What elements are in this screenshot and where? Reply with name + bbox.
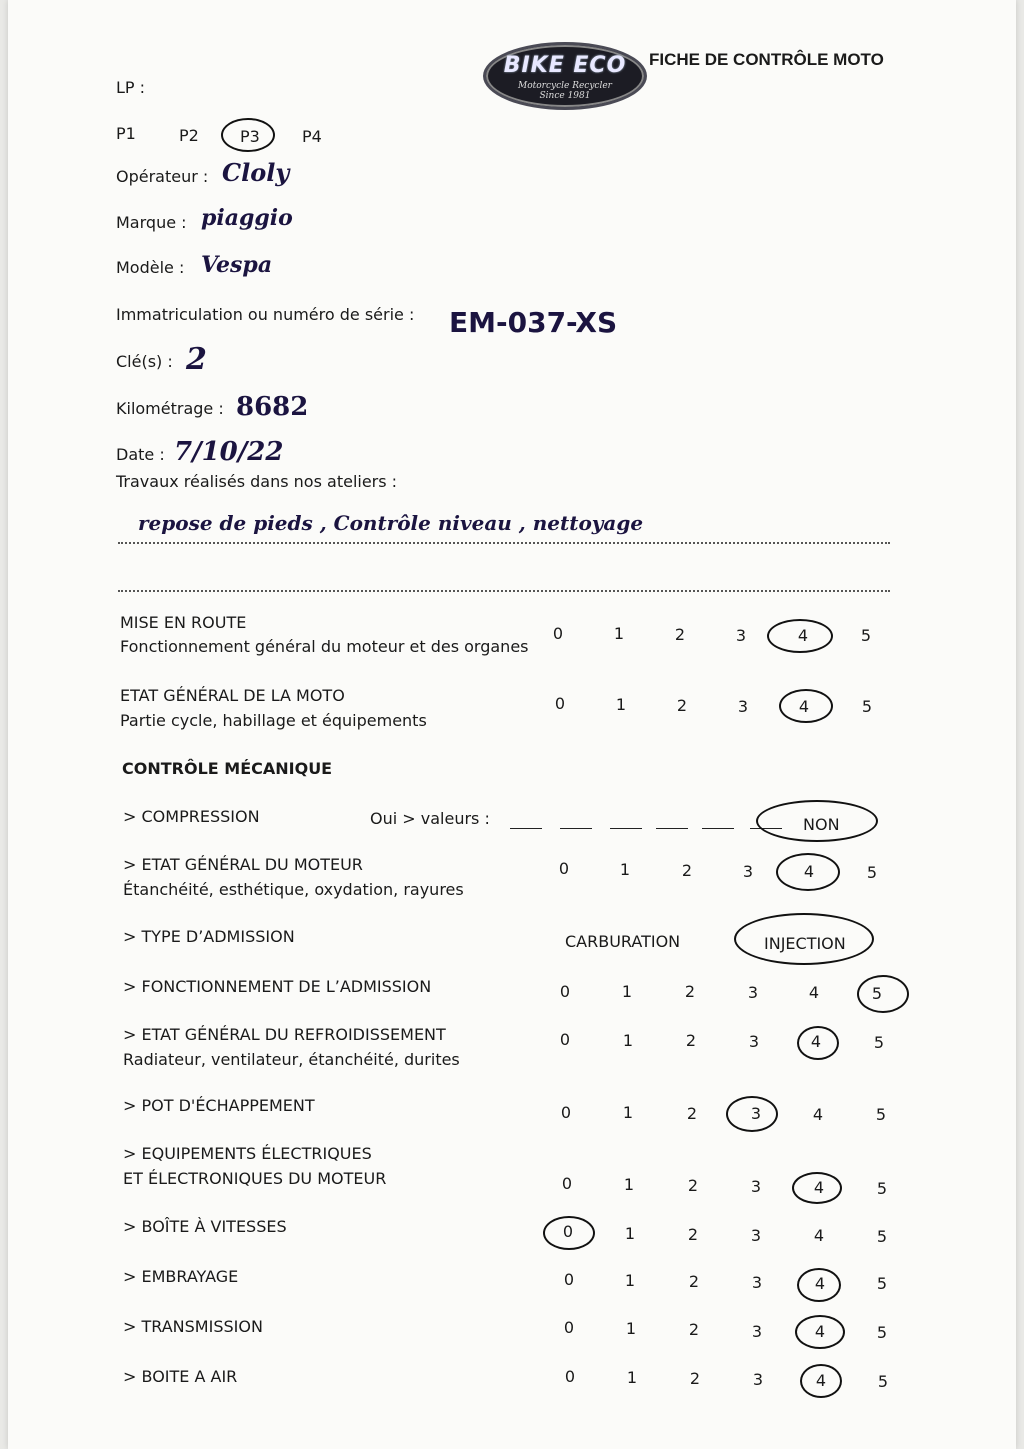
pot-score-4[interactable]: 4 — [812, 1105, 824, 1124]
marque-label: Marque : — [116, 213, 187, 232]
mise-score-2[interactable]: 2 — [674, 625, 686, 644]
pot-score-2[interactable]: 2 — [686, 1104, 698, 1123]
air-score-1[interactable]: 1 — [626, 1368, 638, 1387]
moteur-score-0[interactable]: 0 — [558, 859, 570, 878]
moteur-score-5[interactable]: 5 — [866, 863, 878, 882]
refroid-score-circle — [797, 1026, 839, 1060]
p4-option[interactable]: P4 — [302, 127, 322, 146]
moteur-sub: Étanchéité, esthétique, oxydation, rayures — [123, 880, 464, 899]
elec-score-0[interactable]: 0 — [561, 1174, 573, 1193]
moteur-score-4[interactable]: 4 — [803, 862, 815, 881]
elec-score-5[interactable]: 5 — [876, 1179, 888, 1198]
logo-sub-line-2: Since 1981 — [539, 91, 591, 101]
refroid-score-3[interactable]: 3 — [748, 1032, 760, 1051]
immat-label: Immatriculation ou numéro de série : — [116, 305, 415, 324]
air-score-4[interactable]: 4 — [815, 1371, 827, 1390]
etat-moto-title: ETAT GÉNÉRAL DE LA MOTO — [120, 686, 345, 705]
mise-score-3[interactable]: 3 — [735, 626, 747, 645]
immat-value[interactable]: EM-037-XS — [449, 306, 618, 339]
boite-air-label: > BOITE A AIR — [123, 1367, 238, 1386]
fonct-score-2[interactable]: 2 — [684, 982, 696, 1001]
p3-selection-circle — [221, 118, 275, 152]
compression-non-option[interactable]: NON — [803, 815, 840, 834]
air-score-2[interactable]: 2 — [689, 1369, 701, 1388]
compression-value-1[interactable] — [510, 828, 542, 829]
fonct-score-0[interactable]: 0 — [559, 982, 571, 1001]
refroid-score-0[interactable]: 0 — [559, 1030, 571, 1049]
boite-score-1[interactable]: 1 — [624, 1224, 636, 1243]
lp-label: LP : — [116, 78, 146, 97]
etat-score-1[interactable]: 1 — [615, 695, 627, 714]
admission-injection-option[interactable]: INJECTION — [764, 934, 846, 953]
boite-score-0[interactable]: 0 — [562, 1222, 574, 1241]
mecanique-heading: CONTRÔLE MÉCANIQUE — [122, 759, 333, 778]
fonct-score-circle — [857, 975, 909, 1013]
compression-value-4[interactable] — [656, 828, 688, 829]
embrayage-score-1[interactable]: 1 — [624, 1271, 636, 1290]
elec-score-3[interactable]: 3 — [750, 1177, 762, 1196]
date-value[interactable]: 7/10/22 — [174, 437, 284, 467]
transmission-score-4[interactable]: 4 — [814, 1322, 826, 1341]
logo-sub-text — [486, 81, 644, 101]
p3-option[interactable]: P3 — [240, 127, 260, 146]
compression-value-5[interactable] — [702, 828, 734, 829]
p2-option[interactable]: P2 — [179, 126, 199, 145]
etat-moto-sub: Partie cycle, habillage et équipements — [120, 711, 427, 730]
elec-score-circle — [792, 1172, 842, 1204]
pot-score-5[interactable]: 5 — [875, 1105, 887, 1124]
moteur-score-2[interactable]: 2 — [681, 861, 693, 880]
etat-score-0[interactable]: 0 — [554, 694, 566, 713]
cles-value[interactable]: 2 — [186, 342, 207, 377]
pot-score-circle — [726, 1096, 778, 1132]
date-label: Date : — [116, 445, 165, 464]
bike-eco-logo — [483, 42, 647, 110]
embrayage-score-circle — [797, 1268, 841, 1302]
elec-score-1[interactable]: 1 — [623, 1175, 635, 1194]
etat-score-4[interactable]: 4 — [798, 697, 810, 716]
boite-vitesses-label: > BOÎTE À VITESSES — [123, 1217, 287, 1236]
mise-score-4[interactable]: 4 — [797, 626, 809, 645]
km-label: Kilométrage : — [116, 399, 224, 418]
modele-label: Modèle : — [116, 258, 185, 277]
refroid-sub: Radiateur, ventilateur, étanchéité, durites — [123, 1050, 460, 1069]
travaux-line-2 — [118, 590, 890, 592]
modele-value[interactable]: Vespa — [201, 252, 273, 278]
boite-score-2[interactable]: 2 — [687, 1225, 699, 1244]
refroid-score-4[interactable]: 4 — [810, 1032, 822, 1051]
compression-label: > COMPRESSION — [123, 807, 260, 826]
travaux-label: Travaux réalisés dans nos ateliers : — [116, 472, 398, 491]
refroid-score-1[interactable]: 1 — [622, 1031, 634, 1050]
transmission-score-2[interactable]: 2 — [688, 1320, 700, 1339]
refroid-score-5[interactable]: 5 — [873, 1033, 885, 1052]
refroid-title: > ETAT GÉNÉRAL DU REFROIDISSEMENT — [123, 1025, 446, 1044]
elec-title: > EQUIPEMENTS ÉLECTRIQUES — [123, 1144, 372, 1163]
moteur-title: > ETAT GÉNÉRAL DU MOTEUR — [123, 855, 363, 874]
etat-score-3[interactable]: 3 — [737, 697, 749, 716]
page-title: FICHE DE CONTRÔLE MOTO — [649, 50, 884, 69]
operateur-value[interactable]: Cloly — [222, 158, 290, 187]
fonct-score-1[interactable]: 1 — [621, 982, 633, 1001]
pot-score-3[interactable]: 3 — [750, 1104, 762, 1123]
pot-score-0[interactable]: 0 — [560, 1103, 572, 1122]
fonct-score-4[interactable]: 4 — [808, 983, 820, 1002]
air-score-5[interactable]: 5 — [877, 1372, 889, 1391]
embrayage-label: > EMBRAYAGE — [123, 1267, 239, 1286]
transmission-score-1[interactable]: 1 — [625, 1319, 637, 1338]
fonct-admission-label: > FONCTIONNEMENT DE L’ADMISSION — [123, 977, 432, 996]
fonct-score-5[interactable]: 5 — [871, 984, 883, 1003]
mise-en-route-title: MISE EN ROUTE — [120, 613, 247, 632]
km-value[interactable]: 8682 — [236, 392, 309, 422]
mise-en-route-sub: Fonctionnement général du moteur et des organes — [120, 637, 529, 656]
air-score-0[interactable]: 0 — [564, 1367, 576, 1386]
embrayage-score-2[interactable]: 2 — [688, 1272, 700, 1291]
mise-score-5[interactable]: 5 — [860, 626, 872, 645]
control-sheet — [8, 0, 1016, 1449]
etat-score-5[interactable]: 5 — [861, 697, 873, 716]
elec-score-4[interactable]: 4 — [813, 1178, 825, 1197]
admission-type-label: > TYPE D’ADMISSION — [123, 927, 295, 946]
compression-oui-label: Oui > valeurs : — [370, 809, 490, 828]
logo-main-text: BIKE ECO — [503, 53, 627, 78]
transmission-score-0[interactable]: 0 — [563, 1318, 575, 1337]
compression-non-circle — [756, 800, 878, 842]
moteur-score-circle — [776, 853, 840, 891]
boite-score-3[interactable]: 3 — [750, 1226, 762, 1245]
pot-score-1[interactable]: 1 — [622, 1103, 634, 1122]
transmission-score-circle — [795, 1315, 845, 1349]
moteur-score-3[interactable]: 3 — [742, 862, 754, 881]
admission-injection-circle — [734, 913, 874, 965]
operateur-label: Opérateur : — [116, 167, 209, 186]
cles-label: Clé(s) : — [116, 352, 173, 371]
compression-value-2[interactable] — [560, 828, 592, 829]
travaux-value[interactable]: repose de pieds , Contrôle niveau , nettoyage — [138, 511, 644, 535]
transmission-score-5[interactable]: 5 — [876, 1323, 888, 1342]
travaux-line-1 — [118, 542, 890, 544]
etat-score-circle — [779, 689, 833, 723]
elec-sub: ET ÉLECTRONIQUES DU MOTEUR — [123, 1169, 387, 1188]
mise-score-circle — [767, 619, 833, 653]
fonct-score-3[interactable]: 3 — [747, 983, 759, 1002]
embrayage-score-4[interactable]: 4 — [814, 1274, 826, 1293]
refroid-score-2[interactable]: 2 — [685, 1031, 697, 1050]
etat-score-2[interactable]: 2 — [676, 696, 688, 715]
mise-score-0[interactable]: 0 — [552, 624, 564, 643]
air-score-3[interactable]: 3 — [752, 1370, 764, 1389]
embrayage-score-3[interactable]: 3 — [751, 1273, 763, 1292]
transmission-score-3[interactable]: 3 — [751, 1322, 763, 1341]
boite-score-circle — [543, 1216, 595, 1250]
embrayage-score-0[interactable]: 0 — [563, 1270, 575, 1289]
pot-label: > POT D'ÉCHAPPEMENT — [123, 1096, 315, 1115]
admission-carburation-option[interactable]: CARBURATION — [565, 932, 681, 951]
moteur-score-1[interactable]: 1 — [619, 860, 631, 879]
marque-value[interactable]: piaggio — [201, 205, 293, 231]
boite-score-5[interactable]: 5 — [876, 1227, 888, 1246]
transmission-label: > TRANSMISSION — [123, 1317, 263, 1336]
embrayage-score-5[interactable]: 5 — [876, 1274, 888, 1293]
logo-sub-line-1: Motorcycle Recycler — [518, 81, 612, 91]
compression-value-3[interactable] — [610, 828, 642, 829]
elec-score-2[interactable]: 2 — [687, 1176, 699, 1195]
p1-option[interactable]: P1 — [116, 124, 136, 143]
boite-score-4[interactable]: 4 — [813, 1226, 825, 1245]
air-score-circle — [800, 1364, 842, 1398]
mise-score-1[interactable]: 1 — [613, 624, 625, 643]
